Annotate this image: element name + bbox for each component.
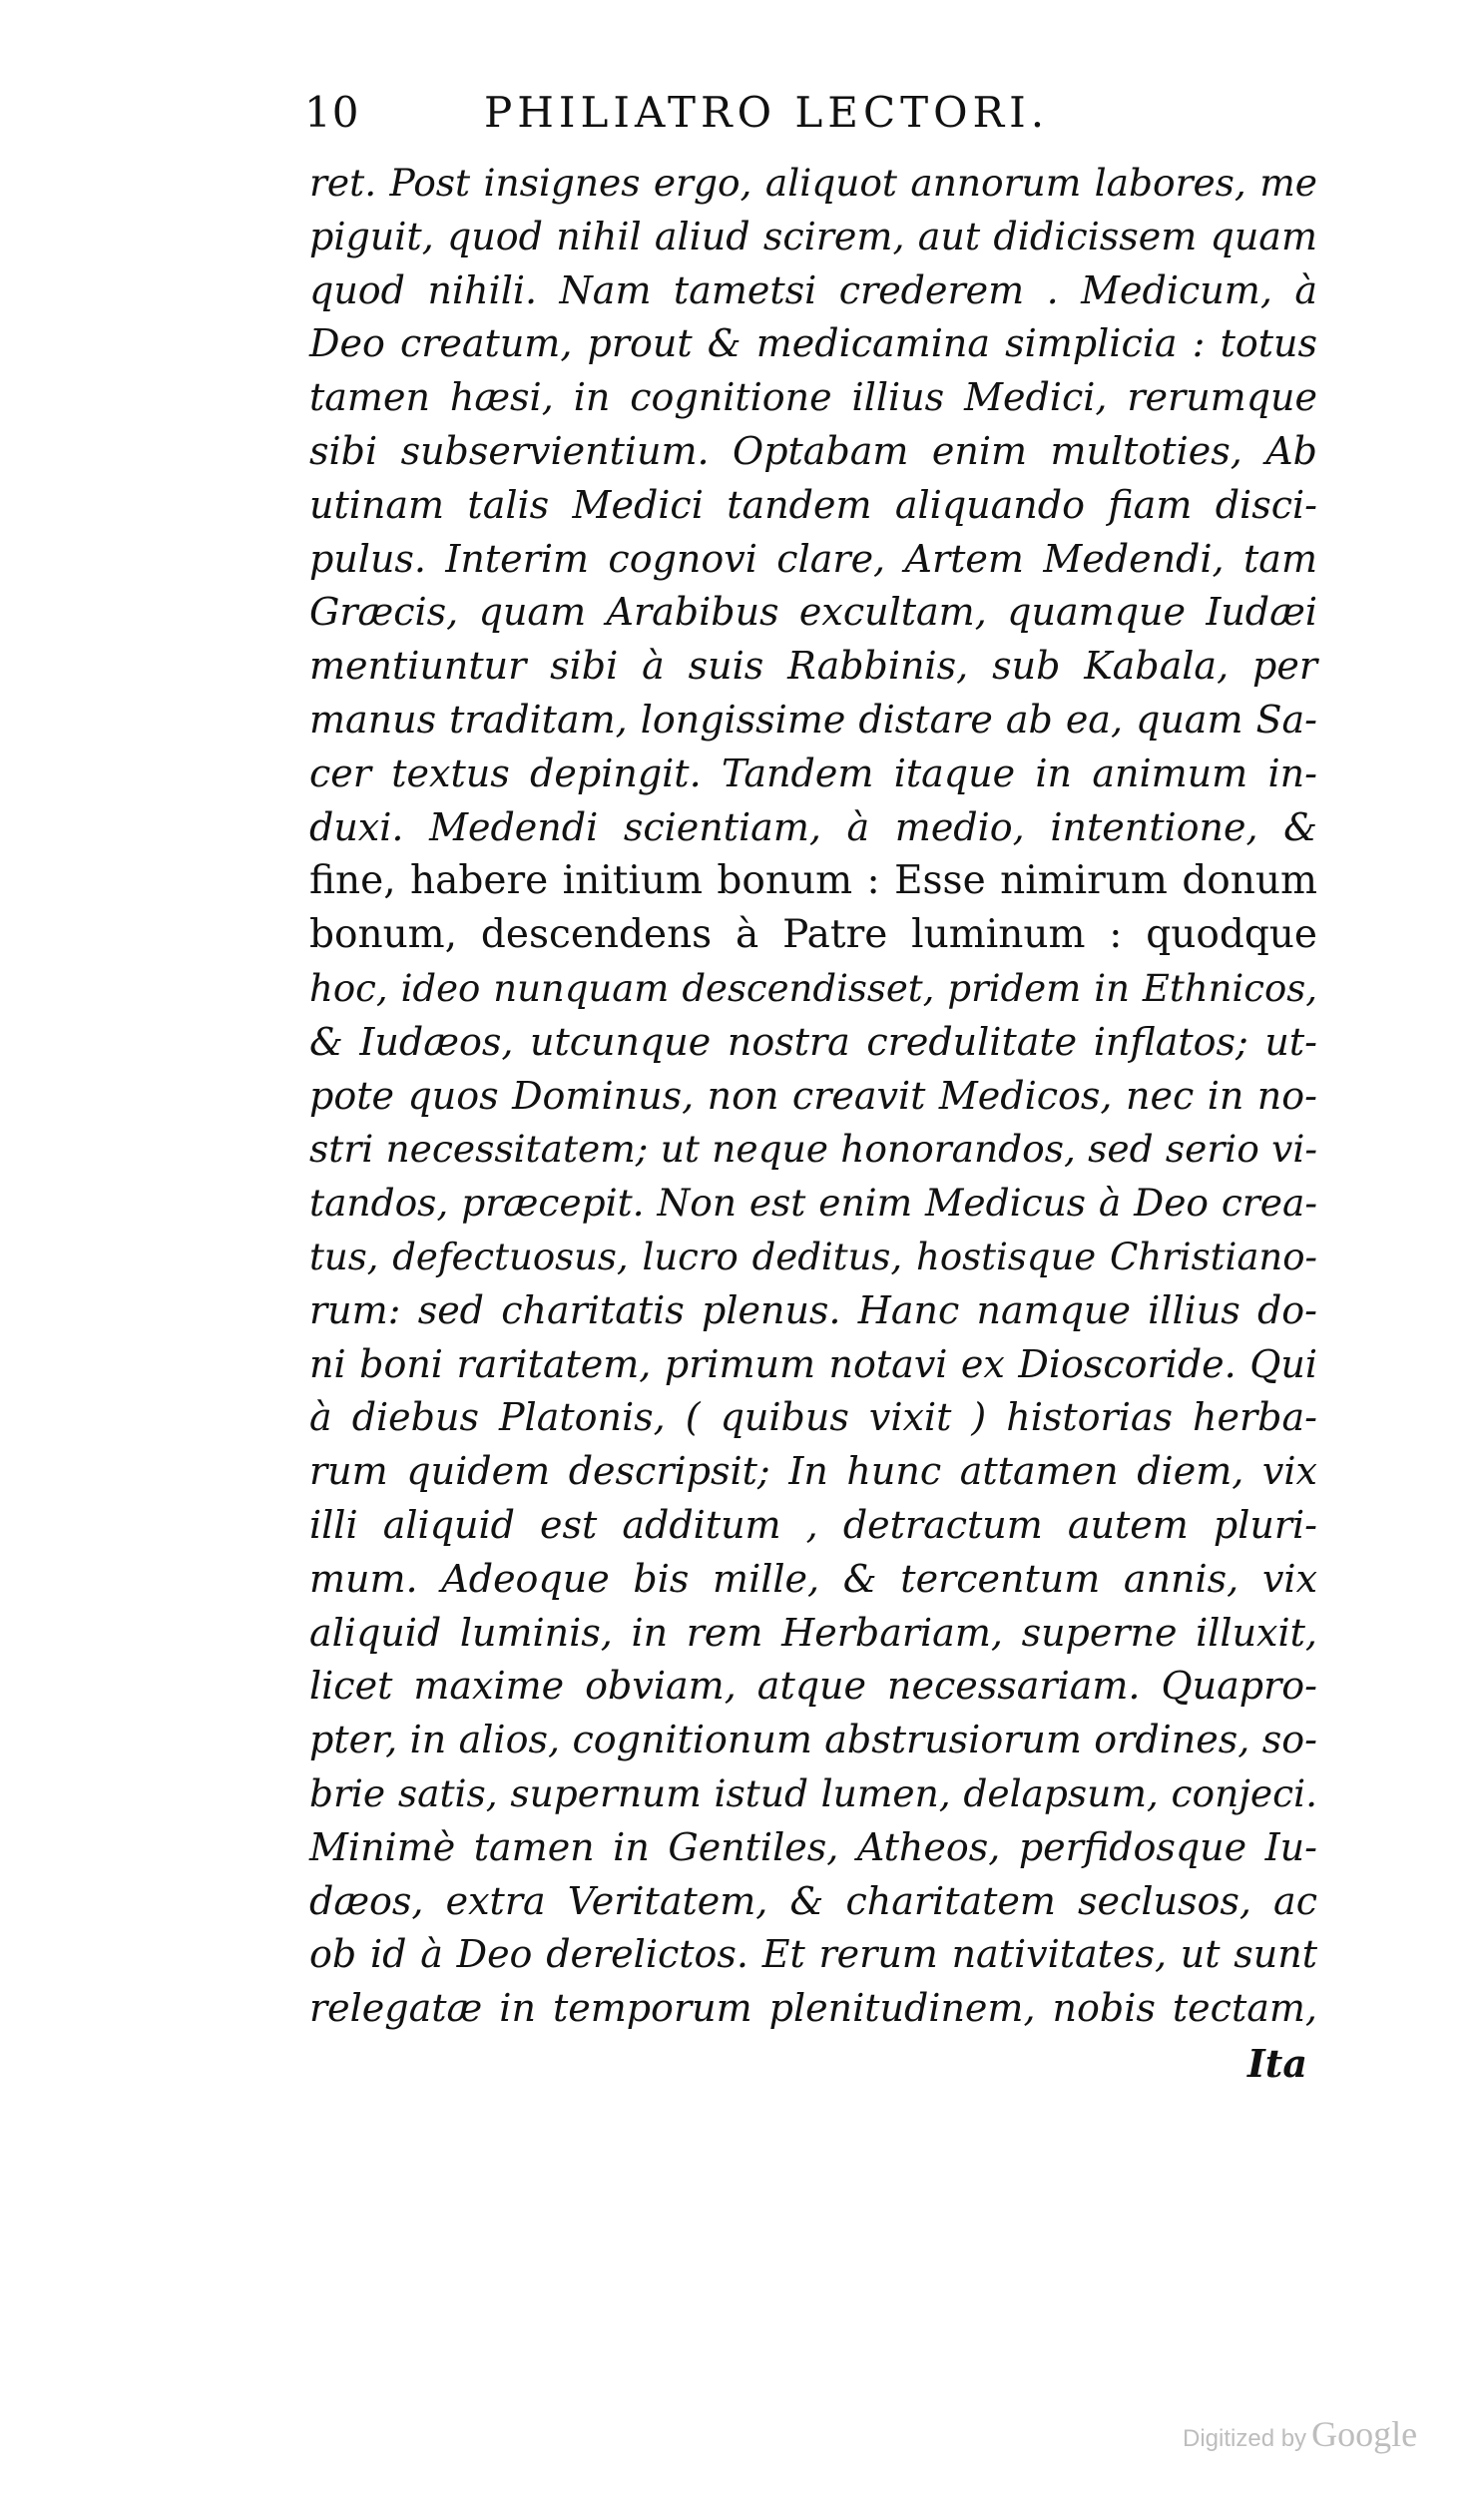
text-line: cer textus depingit. Tandem itaque in animum in- — [309, 750, 1317, 795]
google-logo-text: Google — [1311, 2414, 1418, 2454]
digitized-by-label: Digitized by — [1183, 2425, 1307, 2452]
text-line: Græcis, quam Arabibus excultam, quamque Iudæi — [309, 590, 1317, 635]
text-line: fine, habere initium bonum : Esse nimirum donum — [309, 858, 1317, 904]
text-line: ob id à Deo derelictos. Et rerum nativitates, ut sunt — [309, 1932, 1317, 1977]
text-line: dæos, extra Veritatem, & charitatem seclusos, ac — [309, 1878, 1317, 1923]
text-line: aliquid luminis, in rem Herbariam, superne illuxit, — [309, 1610, 1317, 1655]
text-line: licet maxime obviam, atque necessariam. Quapro- — [309, 1664, 1317, 1709]
page-header — [304, 88, 1312, 148]
text-line: tandos, præcepit. Non est enim Medicus à Deo crea- — [309, 1181, 1317, 1226]
text-line: brie satis, supernum istud lumen, delapsum, conjeci. — [309, 1770, 1317, 1815]
text-line: relegatæ in temporum plenitudinem, nobis tectam, — [309, 1986, 1317, 2031]
text-line: ni boni raritatem, primum notavi ex Dioscoride. Qui — [309, 1341, 1317, 1386]
text-line: sibi subservientium. Optabam enim multoties, Ab — [309, 428, 1317, 473]
catchword: Ita — [1247, 2041, 1307, 2086]
text-line: illi aliquid est additum , detractum autem pluri- — [309, 1502, 1317, 1547]
text-line: tamen hæsi, in cognitione illius Medici, rerumque — [309, 375, 1317, 420]
text-line: Deo creatum, prout & medicamina simplicia : totus — [309, 321, 1317, 366]
text-line: Minimè tamen in Gentiles, Atheos, perfidosque Iu- — [309, 1824, 1317, 1869]
text-line: stri necessitatem; ut neque honorandos, sed serio vi- — [309, 1127, 1317, 1172]
text-line: pter, in alios, cognitionum abstrusiorum ordines, so- — [309, 1718, 1317, 1762]
text-line: hoc, ideo nunquam descendisset, pridem in Ethnicos, — [309, 966, 1317, 1010]
text-line: tus, defectuosus, lucro deditus, hostisque Christiano- — [309, 1235, 1317, 1278]
text-line: quod nihili. Nam tametsi crederem . Medicum, à — [309, 267, 1317, 312]
running-head: PHILIATRO LECTORI. — [484, 88, 1050, 137]
text-line: manus traditam, longissime distare ab ea, quam Sa- — [309, 697, 1317, 742]
text-line: & Iudæos, utcunque nostra credulitate inflatos; ut- — [309, 1019, 1317, 1064]
text-line: ret. Post insignes ergo, aliquot annorum labores, me — [309, 161, 1317, 205]
text-line: mentiuntur sibi à suis Rabbinis, sub Kabala, per — [309, 644, 1317, 689]
text-line: bonum, descendens à Patre luminum : quodque — [309, 912, 1317, 958]
page-number: 10 — [304, 88, 360, 137]
body-text — [309, 157, 1317, 2036]
text-line: piguit, quod nihil aliud scirem, aut didicissem quam — [309, 214, 1317, 258]
text-line: rum quidem descripsit; In hunc attamen diem, vix — [309, 1449, 1317, 1494]
text-line: rum: sed charitatis plenus. Hanc namque illius do- — [309, 1287, 1317, 1332]
text-line: pote quos Dominus, non creavit Medicos, nec in no- — [309, 1073, 1317, 1118]
text-line: duxi. Medendi scientiam, à medio, intentione, & — [309, 804, 1317, 849]
digitized-watermark — [1183, 2413, 1417, 2455]
text-line: mum. Adeoque bis mille, & tercentum annis, vix — [309, 1556, 1317, 1601]
text-line: pulus. Interim cognovi clare, Artem Medendi, tam — [309, 536, 1317, 581]
text-line: utinam talis Medici tandem aliquando fiam disci- — [309, 482, 1317, 527]
text-line: à diebus Platonis, ( quibus vixit ) historias herba- — [309, 1395, 1317, 1440]
